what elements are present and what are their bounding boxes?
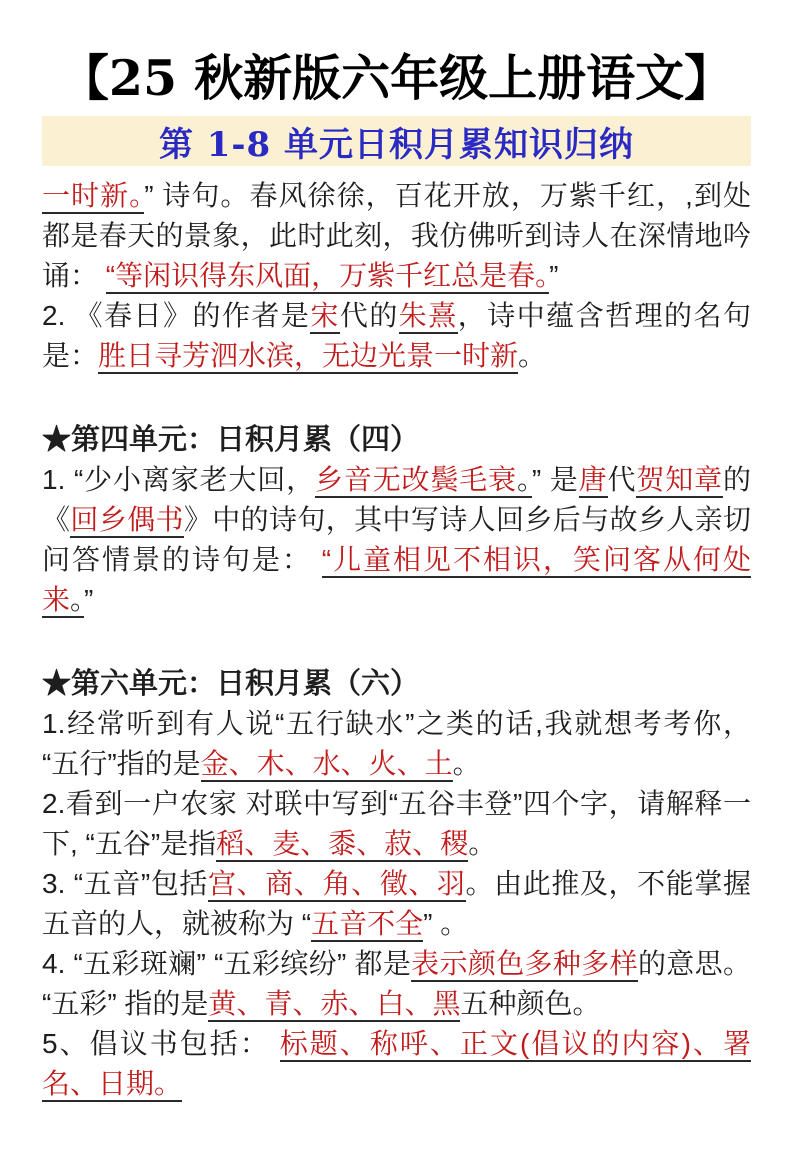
body-text: 1.经常听到有人说“五行缺水”之类的话,我就想考考你， “五行”指的是 bbox=[42, 708, 759, 780]
answer-highlight-text: 五音不全 bbox=[311, 908, 423, 942]
body-text: 1. “少小离家老大回， bbox=[42, 464, 315, 496]
body-text: 。由此推及，不能掌握五音的人，就被称为 “ bbox=[42, 868, 751, 940]
section-heading bbox=[42, 420, 751, 460]
answer-highlight-text: 金、木、水、火、土 bbox=[201, 748, 453, 782]
body-text: ” bbox=[84, 584, 94, 616]
answer-highlight-text: 胜日寻芳泗水滨，无边光景一时新 bbox=[98, 340, 518, 374]
answer-highlight-text: 宫、商、角、徵、羽 bbox=[208, 868, 465, 902]
section-heading bbox=[42, 664, 751, 704]
body-text: 的意思。 “五彩” 指的是 bbox=[42, 948, 759, 1020]
body-text: ” 是 bbox=[531, 464, 579, 496]
answer-highlight-text: 标题、称呼、正文(倡议的内容)、署名、日期。 bbox=[42, 1028, 751, 1102]
body-text: ” bbox=[549, 260, 559, 292]
paragraph bbox=[42, 1024, 751, 1104]
body-text: ，诗中蕴含哲理的名句是： bbox=[42, 300, 751, 372]
body-text: 的《 bbox=[42, 464, 751, 536]
body-text: 诗句。春风徐徐，百花开放，万紫千红，,到处都是春天的景象，此时此刻，我仿佛听到诗人在深情地吟诵： bbox=[42, 180, 751, 292]
body-text: 5、倡议书包括： bbox=[42, 1028, 280, 1060]
answer-highlight-text: 乡音无改鬓毛衰 bbox=[315, 464, 517, 498]
body-text: 》中的诗句，其中写诗人回乡后与故乡人亲切问答情景的诗句是： bbox=[42, 504, 751, 576]
document-title: 【25 秋新版六年级上册语文】 bbox=[59, 49, 734, 107]
answer-highlight-text: “儿童相见不相识，笑问客从何处来 bbox=[42, 544, 751, 618]
body-text: 代 bbox=[607, 464, 637, 496]
answer-highlight-text: 表示颜色多种多样 bbox=[411, 948, 638, 982]
body-text: 3. “五音”包括 bbox=[42, 868, 209, 900]
body-text: 2.看到一户农家 对联中写到“五谷丰登”四个字，请解释一下, “五谷”是指 bbox=[42, 788, 751, 860]
answer-highlight-text: “等闲识得东风面，万紫千红总是春。 bbox=[106, 260, 549, 294]
document-body bbox=[42, 176, 759, 1104]
answer-highlight-text: 回乡偶书 bbox=[70, 504, 184, 538]
answer-highlight-text: 朱熹 bbox=[399, 300, 458, 334]
answer-highlight-text: 唐 bbox=[579, 464, 608, 498]
paragraph bbox=[42, 864, 751, 944]
underlined-text: 。 bbox=[70, 584, 84, 618]
body-text: 。 bbox=[518, 340, 547, 372]
answer-highlight-text: 宋 bbox=[310, 300, 339, 334]
paragraph bbox=[42, 460, 751, 620]
section-heading-text: ★第六单元：日积月累（六） bbox=[42, 668, 420, 701]
paragraph bbox=[42, 296, 751, 376]
underlined-text: 。 bbox=[517, 464, 532, 498]
paragraph bbox=[42, 176, 751, 296]
body-text: 五种颜色。 bbox=[460, 988, 601, 1020]
document-page bbox=[0, 50, 793, 1104]
body-text: 。 bbox=[452, 748, 481, 780]
answer-highlight-text: 一时新。 bbox=[42, 180, 144, 214]
subtitle-banner bbox=[42, 116, 751, 166]
answer-highlight-text: 稻、麦、黍、菽、稷 bbox=[216, 828, 468, 862]
body-text: 2. 《春日》的作者是 bbox=[42, 300, 311, 332]
body-text: ” bbox=[144, 180, 154, 212]
paragraph bbox=[42, 704, 759, 784]
paragraph bbox=[42, 944, 759, 1024]
paragraph bbox=[42, 784, 751, 864]
body-text: 代的 bbox=[339, 300, 399, 332]
answer-highlight-text: 黄、青、赤、白、黑 bbox=[208, 988, 460, 1022]
document-subtitle: 第 1-8 单元日积月累知识归纳 bbox=[158, 124, 635, 165]
section-heading-text: ★第四单元：日积月累（四） bbox=[42, 424, 420, 457]
answer-highlight-text: 贺知章 bbox=[636, 464, 723, 498]
body-text: ” 。 bbox=[423, 908, 469, 940]
body-text: 。 bbox=[468, 828, 497, 860]
body-text: 4. “五彩斑斓” “五彩缤纷” 都是 bbox=[42, 948, 412, 980]
